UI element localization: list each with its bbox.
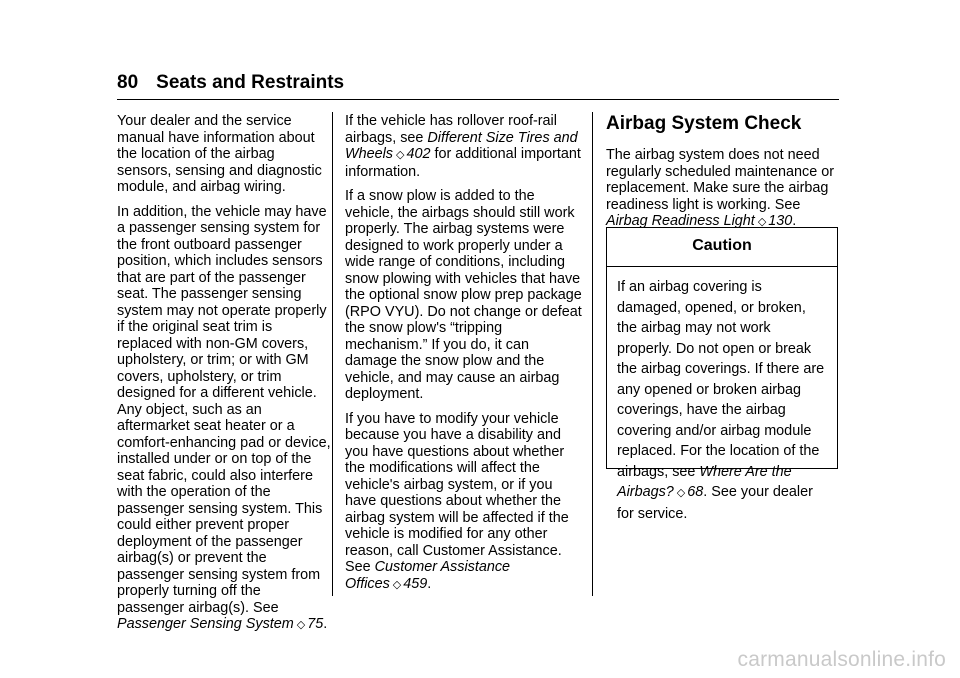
cross-reference-link[interactable]: Airbag Readiness Light xyxy=(606,213,755,229)
column-1 xyxy=(117,113,331,642)
page-reference[interactable]: 130 xyxy=(768,213,793,229)
cross-reference-link[interactable]: Passenger Sensing System xyxy=(117,616,294,632)
caution-body: If an airbag covering is damaged, opened, or broken, the airbag may not work properly. Do not open or break the airbag coverings. If there are any opened or broken airbag coverings, have the airbag covering and/or airbag module replaced. For the location of the airbags, see Where Are the Airbags? ◇ 68. See your dealer for service. xyxy=(617,279,825,522)
cross-reference-link[interactable]: Where Are the Airbags? xyxy=(617,463,792,500)
section-heading: Airbag System Check xyxy=(606,113,802,134)
page-reference-icon: ◇ xyxy=(392,578,402,591)
cross-reference-link[interactable]: Customer Assistance Offices xyxy=(345,559,511,592)
column-2 xyxy=(345,113,582,601)
paragraph: If the vehicle has rollover roof-rail airbags, see Different Size Tires and Wheels ◇ 402 for additional important information. xyxy=(345,113,581,180)
page-reference[interactable]: 75 xyxy=(307,616,324,632)
caution-box xyxy=(606,227,838,522)
column-divider xyxy=(332,112,333,596)
page-reference-icon: ◇ xyxy=(296,619,306,631)
column-divider xyxy=(592,112,593,596)
page-reference-icon: ◇ xyxy=(757,216,767,228)
page-header xyxy=(117,72,344,94)
paragraph: If a snow plow is added to the vehicle, the airbags should still work properly. The airbag systems were designed to work properly under a wide range of conditions, including snow plowing with vehicles that have the optional snow plow prep package (RPO VYU). Do not change or defeat the snow plow's “tripping mechanism.” If you do, it can damage the snow plow and the vehicle, and may cause an airbag deployment. xyxy=(345,188,582,402)
cross-reference-link[interactable]: Different Size Tires and Wheels xyxy=(345,129,578,162)
page-reference[interactable]: 68 xyxy=(687,484,704,500)
watermark: carmanualsonline.info xyxy=(737,648,946,671)
caution-heading: Caution xyxy=(607,228,837,267)
section-title-header: Seats and Restraints xyxy=(156,72,345,93)
column-3 xyxy=(606,113,842,239)
header-rule xyxy=(117,99,839,100)
paragraph: In addition, the vehicle may have a passenger sensing system for the front outboard passenger position, which includes sensors that are part of the passenger seat. The passenger sensing system may not operate properly if the original seat trim is replaced with non-GM covers, upholstery, or trim; or with GM covers, upholstery, or trim designed for a different vehicle. Any object, such as an aftermarket seat heater or a comfort-enhancing pad or device, installed under or on top of the seat fabric, could also interfere with the operation of the passenger sensing system. This could either prevent proper deployment of the passenger airbag(s) or prevent the passenger sensing system from properly turning off the passenger airbag(s). See Passenger Sensing System ◇ 75. xyxy=(117,203,331,632)
page-reference[interactable]: 459 xyxy=(403,575,428,592)
paragraph: The airbag system does not need regularly scheduled maintenance or replacement. Make sure the airbag readiness light is working. See Airbag Readiness Light ◇ 130. xyxy=(606,147,834,229)
page-number: 80 xyxy=(117,72,139,93)
page-reference-icon: ◇ xyxy=(396,149,405,161)
paragraph: If you have to modify your vehicle because you have a disability and you have questions about whether the modifications will affect the vehicle's airbag system, or if you have questions about whether the airbag system will be affected if the vehicle is modified for any other reason, call Customer Assistance. See Customer Assistance Offices ◇ 459. xyxy=(345,410,569,592)
page-reference[interactable]: 402 xyxy=(406,146,431,162)
paragraph: Your dealer and the service manual have information about the location of the airbag sensors, sensing and diagnostic module, and airbag wiring. xyxy=(117,113,322,195)
page-reference-icon: ◇ xyxy=(676,487,686,499)
